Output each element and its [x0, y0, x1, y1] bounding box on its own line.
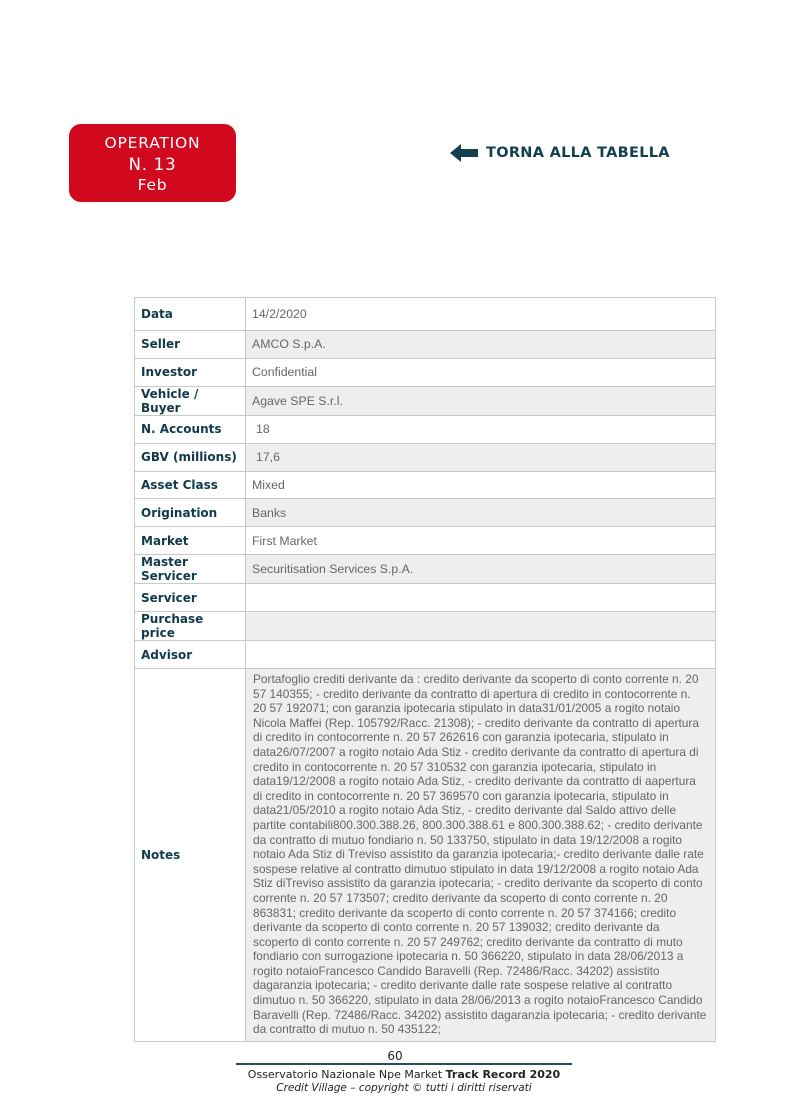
notes-row [135, 669, 716, 1042]
row-value: First Market [246, 527, 716, 555]
row-label: Investor [135, 358, 246, 386]
table-row [135, 641, 716, 669]
table-row [135, 331, 716, 359]
row-value: Mixed [246, 471, 716, 499]
row-value: 18 [246, 415, 716, 443]
row-value [246, 584, 716, 612]
footer-publication [0, 1068, 790, 1081]
row-label: Data [135, 298, 246, 331]
row-label: Market [135, 527, 246, 555]
row-value: Confidential [246, 358, 716, 386]
table-row [135, 612, 716, 641]
table-row [135, 443, 716, 471]
row-label: Asset Class [135, 471, 246, 499]
row-label: Purchase price [135, 612, 246, 641]
table-row [135, 386, 716, 415]
row-value: 17,6 [246, 443, 716, 471]
row-label: Servicer [135, 584, 246, 612]
footer-publication-name: Osservatorio Nazionale Npe Market [247, 1068, 446, 1081]
footer-copyright: Credit Village – copyright © tutti i diritti riservati [276, 1082, 532, 1094]
row-value: AMCO S.p.A. [246, 331, 716, 359]
row-label: Vehicle / Buyer [135, 386, 246, 415]
table-row [135, 555, 716, 584]
row-value [246, 612, 716, 641]
back-to-table-link[interactable] [450, 143, 670, 163]
row-value: Agave SPE S.r.l. [246, 386, 716, 415]
footer-publication-title: Track Record 2020 [445, 1068, 561, 1081]
table-row [135, 298, 716, 331]
table-row [135, 499, 716, 527]
footer-divider [236, 1063, 572, 1065]
row-label: N. Accounts [135, 415, 246, 443]
operation-title: OPERATION [104, 134, 201, 152]
arrow-left-icon [450, 143, 478, 163]
table-row [135, 415, 716, 443]
row-value: 14/2/2020 [246, 298, 716, 331]
row-label: GBV (millions) [135, 443, 246, 471]
notes-label: Notes [135, 669, 246, 1042]
notes-text: Portafoglio crediti derivante da : credito derivante da scoperto di conto corrente n. 20 57 140355; - credito derivante da contratto di apertura di credito in contocorrente n. 20 57 192071; con garanzia ipotecaria stipulato in data31/01/2005 a rogito notaio Nicola Maffei (Rep. 105792/Racc. 21308); - credito derivante da contratto di apertura di credito in contocorrente n. 20 57 262616 con garanzia ipotecaria, stipulato in data26/07/2007 a rogito notaio Ada Stiz - credito derivante da contratto di apertura di credito in contocorrente n. 20 57 310532 con garanzia ipotecaria, stipulato in data19/12/2008 a rogito notaio Ada Stiz, - credito derivante da contratto di aapertura di credito in contocorrente n. 20 57 369570 con garanzia ipotecaria, stipulato in data21/05/2010 a rogito notaio Ada Stiz, - credito derivante dal Saldo attivo delle partite contabili800.300.388.26, 800.300.388.61 e 800.300.388.62; - credito derivante da contratto di mutuo fondiario n. 50 133750, stipulato in data 19/12/2008 a rogito notaio Ada Stiz di Treviso assistito da garanzia ipotecaria;- credito derivante dalle rate sospese relative al contratto dimutuo stipulato in data 19/12/2008 a rogito notaio Ada Stiz diTreviso assistito da garanzia ipotecaria; - credito derivante da scoperto di conto corrente n. 20 57 173507; credito derivante da scoperto di conto corrente n. 20 863831; credito derivante da scoperto di conto corrente n. 20 57 374166; credito derivante da scoperto di conto corrente n. 20 57 139032; credito derivante da scoperto di conto corrente n. 20 57 249762; credito derivante da contratto di muto fondiario con surrogazione ipotecaria n. 50 366220, stipulato in data 28/06/2013 a rogito notaioFrancesco Candido Baravelli (Rep. 72486/Racc. 34202) assistito dagaranzia ipotecaria; - credito derivante dalle rate sospese relative al contratto dimutuo n. 50 366220, stipulato in data 28/06/2013 a rogito notaioFrancesco Candido Baravelli (Rep. 72486/Racc. 34202) assistito dagaranzia ipotecaria; - credito derivante da contratto di mutuo n. 50 435122; [246, 669, 716, 1042]
row-label: Seller [135, 331, 246, 359]
page-number: 60 [387, 1049, 403, 1063]
operation-record-table [134, 297, 716, 1042]
table-row [135, 584, 716, 612]
table-row [135, 358, 716, 386]
row-value: Securitisation Services S.p.A. [246, 555, 716, 584]
operation-number: N. 13 [128, 155, 177, 174]
operation-badge [69, 124, 236, 202]
row-value [246, 641, 716, 669]
row-value: Banks [246, 499, 716, 527]
row-label: Advisor [135, 641, 246, 669]
table-row [135, 471, 716, 499]
row-label: Origination [135, 499, 246, 527]
row-label: Master Servicer [135, 555, 246, 584]
table-row [135, 527, 716, 555]
back-to-table-label: TORNA ALLA TABELLA [486, 145, 670, 161]
operation-month: Feb [137, 176, 168, 194]
